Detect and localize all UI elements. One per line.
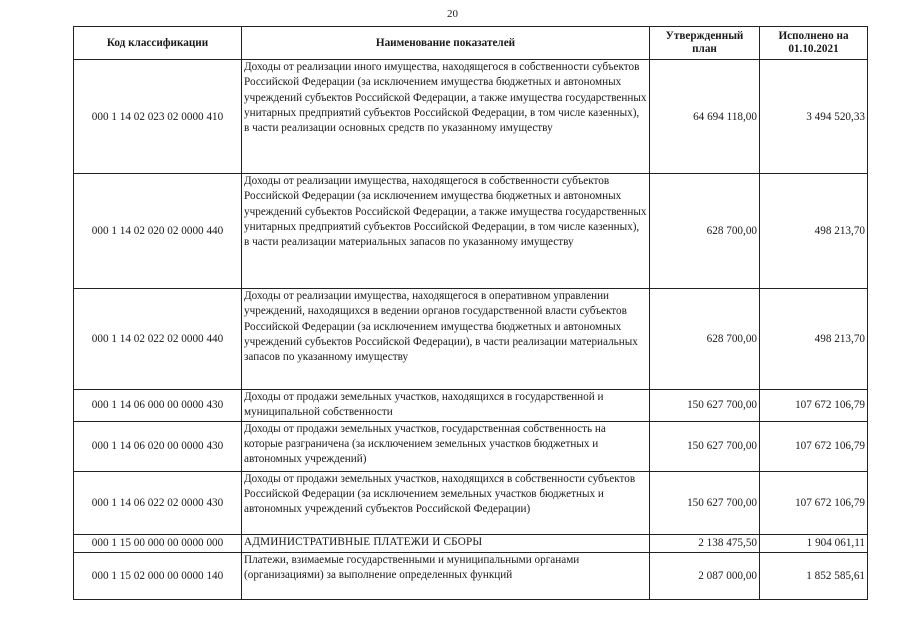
header-executed: Исполнено на 01.10.2021 [760, 27, 868, 60]
executed-value: 3 494 520,33 [760, 60, 868, 174]
table-row [74, 60, 868, 174]
plan-value: 2 087 000,00 [650, 552, 760, 599]
executed-value: 1 904 061,11 [760, 534, 868, 552]
plan-value: 150 627 700,00 [650, 390, 760, 422]
plan-value: 2 138 475,50 [650, 534, 760, 552]
plan-value: 64 694 118,00 [650, 60, 760, 174]
revenue-table [73, 26, 868, 600]
executed-value: 107 672 106,79 [760, 421, 868, 471]
indicator-name: Доходы от продажи земельных участков, государственная собственность на которые разграничена (за исключением земельных участков бюджетных и автономных учреждений) [242, 421, 650, 471]
executed-value: 498 213,70 [760, 174, 868, 289]
plan-value: 628 700,00 [650, 174, 760, 289]
classification-code: 000 1 15 02 000 00 0000 140 [74, 552, 242, 599]
classification-code: 000 1 14 06 022 02 0000 430 [74, 471, 242, 534]
table-row [74, 552, 868, 599]
table-row [74, 289, 868, 390]
plan-value: 150 627 700,00 [650, 471, 760, 534]
executed-value: 1 852 585,61 [760, 552, 868, 599]
classification-code: 000 1 14 02 020 02 0000 440 [74, 174, 242, 289]
indicator-name: Доходы от реализации иного имущества, находящегося в собственности субъектов Российской Федерации (за исключением имущества бюджетных и автономных учреждений субъектов Российской Федерации, а также имущества государственных унитарных предприятий субъектов Российской Федерации, в том числе казенных), в части реализации основных средств по указанному имуществу [242, 60, 650, 174]
table-row [74, 471, 868, 534]
classification-code: 000 1 14 02 023 02 0000 410 [74, 60, 242, 174]
executed-value: 107 672 106,79 [760, 471, 868, 534]
indicator-name: Доходы от продажи земельных участков, находящихся в государственной и муниципальной собственности [242, 390, 650, 422]
plan-value: 628 700,00 [650, 289, 760, 390]
indicator-name: Доходы от реализации имущества, находящегося в оперативном управлении учреждений, находящихся в ведении органов государственной власти субъектов Российской Федерации (за исключением имущества бюджетных и автономных учреждений субъектов Российской Федерации), в части реализации материальных запасов по указанному имуществу [242, 289, 650, 390]
classification-code: 000 1 14 02 022 02 0000 440 [74, 289, 242, 390]
indicator-name: АДМИНИСТРАТИВНЫЕ ПЛАТЕЖИ И СБОРЫ [242, 534, 650, 552]
table-row [74, 390, 868, 422]
table-row [74, 534, 868, 552]
executed-value: 498 213,70 [760, 289, 868, 390]
classification-code: 000 1 14 06 020 00 0000 430 [74, 421, 242, 471]
indicator-name: Платежи, взимаемые государственными и муниципальными органами (организациями) за выполнение определенных функций [242, 552, 650, 599]
table-header-row [74, 27, 868, 60]
classification-code: 000 1 15 00 000 00 0000 000 [74, 534, 242, 552]
executed-value: 107 672 106,79 [760, 390, 868, 422]
header-plan: Утвержденный план [650, 27, 760, 60]
indicator-name: Доходы от реализации имущества, находящегося в собственности субъектов Российской Федерации (за исключением имущества бюджетных и автономных учреждений субъектов Российской Федерации, а также имущества государственных унитарных предприятий субъектов Российской Федерации, в том числе казенных), в части реализации материальных запасов по указанному имуществу [242, 174, 650, 289]
table-row [74, 421, 868, 471]
page-number: 20 [447, 8, 458, 20]
header-code: Код классификации [74, 27, 242, 60]
indicator-name: Доходы от продажи земельных участков, находящихся в собственности субъектов Российской Федерации (за исключением земельных участков бюджетных и автономных учреждений субъектов Российской Федерации) [242, 471, 650, 534]
table-row [74, 174, 868, 289]
header-name: Наименование показателей [242, 27, 650, 60]
plan-value: 150 627 700,00 [650, 421, 760, 471]
classification-code: 000 1 14 06 000 00 0000 430 [74, 390, 242, 422]
